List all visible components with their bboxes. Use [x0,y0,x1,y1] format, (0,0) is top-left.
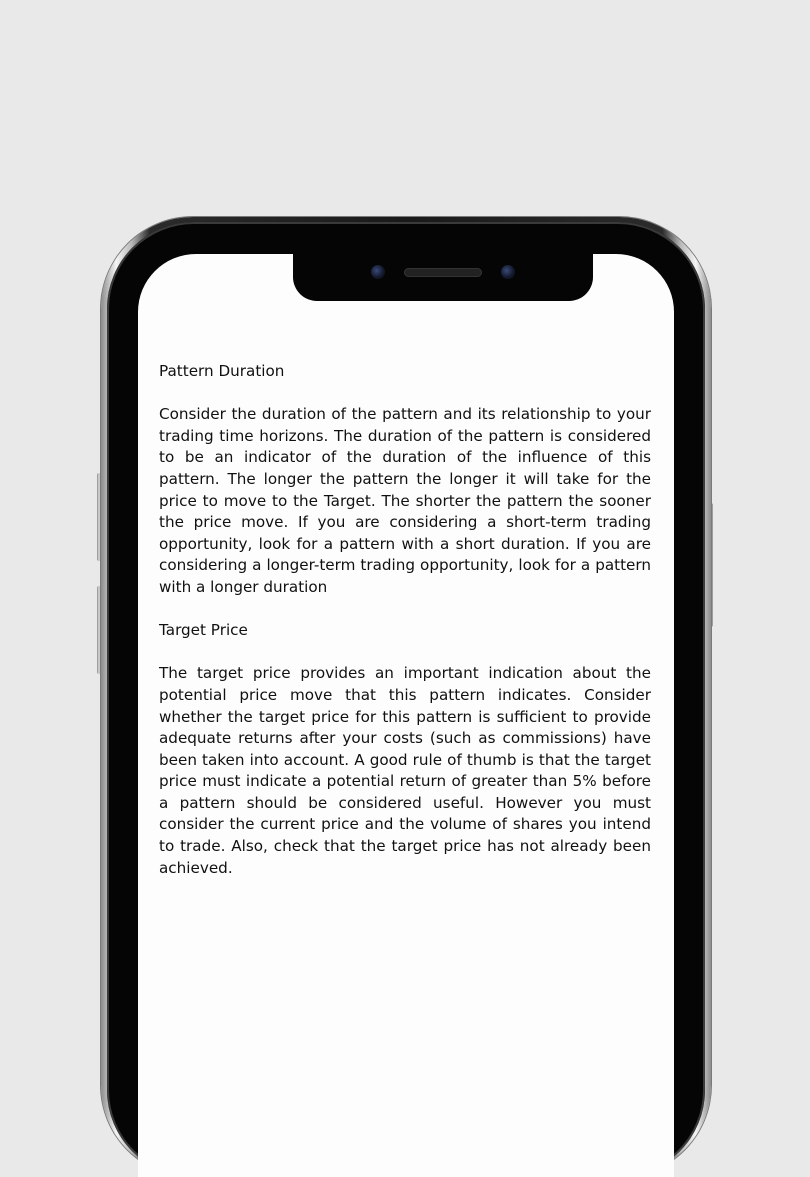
phone-screen [138,254,674,1177]
section-body: Consider the duration of the pattern and its relationship to your trading time horizons. The duration of the pattern is considered to be an indicator of the duration of the influence of this pattern. The longer the pattern the longer it will take for the price to move to the Target. The shorter the pattern the sooner the price move. If you are considering a short-term trading opportunity, look for a pattern with a short duration. If you are considering a longer-term trading opportunity, look for a pattern with a longer duration [159,405,651,596]
notch [293,254,593,301]
section-body: The target price provides an important indication about the potential price move that this pattern indicates. Consider whether the target price for this pattern is sufficient to provide adequate returns after your costs (such as commissions) have been taken into account. A good rule of thumb is that the target price must indicate a potential return of greater than 5% before a pattern should be considered useful. However you must consider the current price and the volume of shares you intend to trade. Also, check that the target price has not already been achieved. [159,664,651,877]
section-heading: Target Price [159,621,248,640]
phone-frame [101,217,711,1177]
front-camera-icon [371,265,385,279]
phone-bezel [107,222,705,1177]
section-heading: Pattern Duration [159,362,285,380]
speaker-grille [404,268,482,277]
document-content [159,361,651,901]
sensor-icon [501,265,515,279]
